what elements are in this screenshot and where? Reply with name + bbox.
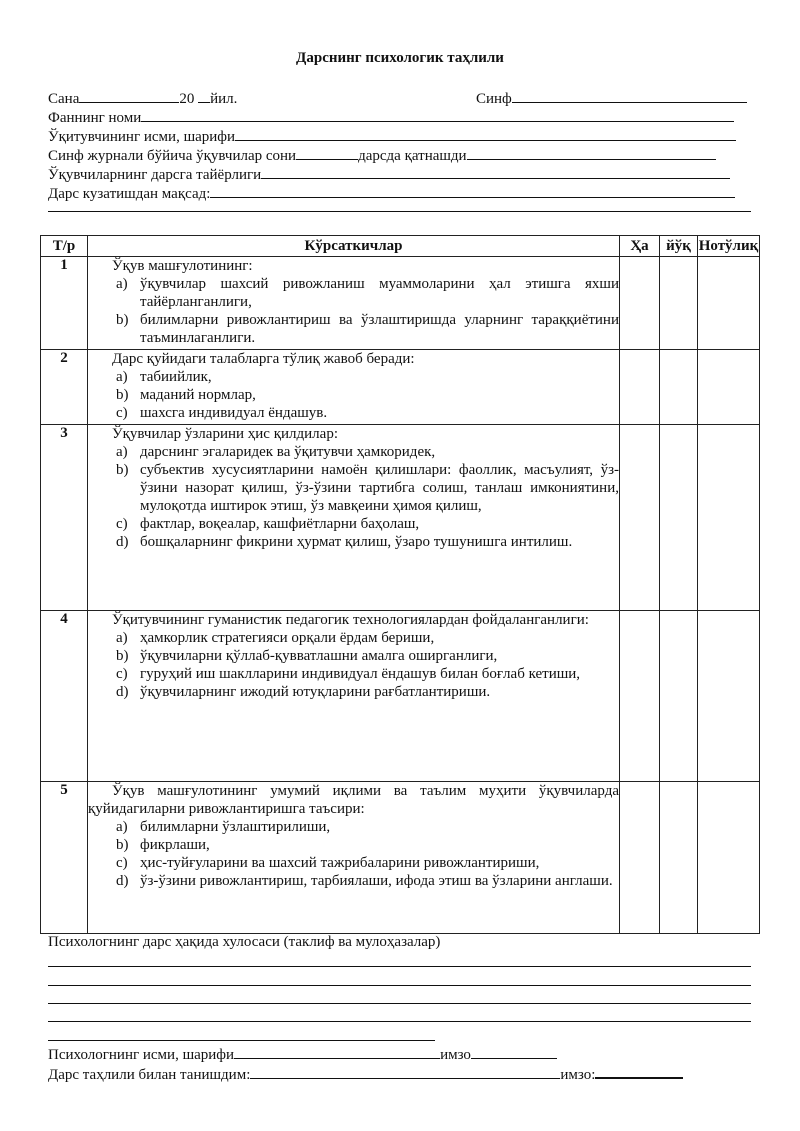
indicator-cell (88, 350, 620, 425)
year-prefix: 20 (179, 91, 195, 107)
check-no-cell[interactable] (660, 257, 698, 350)
item-text: дарснинг эгаларидек ва ўқитувчи ҳамкоридек, (140, 444, 436, 460)
item-marker: d) (116, 684, 129, 700)
header-incomplete: Нотўлиқ (698, 236, 760, 257)
indicator-intro: Ўқувчилар ўзларини ҳис қилдилар: (112, 426, 338, 442)
class-label: Синф (476, 91, 512, 107)
list-item (88, 461, 619, 515)
acknowledged-label: Дарс таҳлили билан танишдим: (48, 1067, 251, 1083)
check-incomplete-cell[interactable] (698, 257, 760, 350)
table-row (41, 350, 760, 425)
check-yes-cell[interactable] (620, 425, 660, 611)
item-text: субъектив хусусиятларини намоён қилишлари: фаоллик, масъулият, ўз-ўзини назорат қилиш, ўз-ўзини тартибга солиш, танлаш имкониятини, мулоқотда иштирок этиш, ўз мавқеини ҳимоя қилиш, (140, 462, 619, 514)
item-marker: a) (116, 369, 128, 385)
check-no-cell[interactable] (660, 425, 698, 611)
subject-line (48, 107, 734, 125)
indicator-cell (88, 611, 620, 782)
purpose-label: Дарс кузатишдан мақсад: (48, 186, 211, 202)
table-header-row (41, 236, 760, 257)
purpose-line (48, 183, 735, 201)
item-text: маданий нормлар, (140, 387, 256, 403)
item-marker: c) (116, 405, 128, 421)
list-item (88, 515, 619, 533)
item-marker: b) (116, 462, 129, 478)
row-number: 1 (41, 257, 88, 350)
item-marker: c) (116, 516, 128, 532)
item-marker: a) (116, 630, 128, 646)
item-text: шахсга индивидуал ёндашув. (140, 405, 328, 421)
item-text: билимларни ўзлаштирилиши, (140, 819, 331, 835)
item-marker: d) (116, 873, 129, 889)
header-number: Т/р (41, 236, 88, 257)
list-item (88, 533, 619, 551)
check-no-cell[interactable] (660, 782, 698, 934)
conclusion-line-1[interactable] (48, 966, 751, 967)
indicator-intro: Ўқув машғулотининг умумий иқлими ва таълим муҳити ўқувчиларда қуйидагиларни ривожлантиришга таъсири: (88, 783, 619, 817)
list-item (88, 872, 619, 890)
check-yes-cell[interactable] (620, 350, 660, 425)
document-title: Дарснинг психологик таҳлили (296, 50, 504, 66)
item-marker: d) (116, 534, 129, 550)
list-item (88, 368, 619, 386)
row-number: 5 (41, 782, 88, 934)
table-row (41, 782, 760, 934)
table-row (41, 611, 760, 782)
check-yes-cell[interactable] (620, 257, 660, 350)
readiness-blank[interactable] (261, 164, 730, 179)
signature-blank-2[interactable] (595, 1063, 683, 1079)
date-line (48, 88, 237, 106)
subject-blank[interactable] (141, 107, 734, 122)
list-item (88, 311, 619, 347)
list-item (88, 683, 619, 701)
students-count-label: Синф журнали бўйича ўқувчилар сони (48, 148, 297, 164)
indicator-intro: Ўқув машғулотининг: (112, 258, 253, 274)
teacher-line (48, 126, 736, 144)
row-number: 3 (41, 425, 88, 611)
acknowledged-line (48, 1063, 683, 1081)
attended-label: дарсда қатнашди (358, 148, 467, 164)
students-line (48, 145, 716, 163)
conclusion-line-3[interactable] (48, 1003, 751, 1004)
item-marker: b) (116, 312, 129, 328)
psych-name-label: Психологнинг исми, шарифи (48, 1047, 235, 1063)
list-item (88, 275, 619, 311)
conclusion-line-2[interactable] (48, 985, 751, 986)
psychologist-line (48, 1044, 557, 1062)
list-item (88, 629, 619, 647)
subject-label: Фаннинг номи (48, 110, 142, 126)
header-yes: Ҳа (620, 236, 660, 257)
year-suffix: йил. (210, 91, 238, 107)
indicator-cell (88, 782, 620, 934)
item-marker: b) (116, 648, 129, 664)
item-marker: c) (116, 666, 128, 682)
list-item (88, 665, 619, 683)
psych-name-blank[interactable] (234, 1044, 440, 1059)
item-text: табиийлик, (140, 369, 212, 385)
header-no: йўқ (660, 236, 698, 257)
check-incomplete-cell[interactable] (698, 782, 760, 934)
list-item (88, 854, 619, 872)
list-item (88, 836, 619, 854)
item-text: фактлар, воқеалар, кашфиётларни баҳолаш, (140, 516, 420, 532)
item-text: гуруҳий иш шаклларини индивидуал ёндашув билан боғлаб кетиши, (140, 666, 581, 682)
indicator-cell (88, 425, 620, 611)
list-item (88, 818, 619, 836)
date-label: Сана (48, 91, 80, 107)
signature-label: имзо (440, 1047, 471, 1063)
check-no-cell[interactable] (660, 350, 698, 425)
check-yes-cell[interactable] (620, 782, 660, 934)
indicator-intro: Ўқитувчининг гуманистик педагогик технологиялардан фойдаланганлиги: (112, 612, 589, 628)
row-number: 2 (41, 350, 88, 425)
check-incomplete-cell[interactable] (698, 350, 760, 425)
list-item (88, 443, 619, 461)
item-marker: a) (116, 276, 128, 292)
attended-blank[interactable] (467, 145, 716, 160)
class-blank[interactable] (512, 88, 747, 103)
item-text: ўқувчиларни қўллаб-қувватлашни амалга оширганлиги, (140, 648, 498, 664)
check-no-cell[interactable] (660, 611, 698, 782)
item-marker: b) (116, 387, 129, 403)
item-text: ҳамкорлик стратегияси орқали ёрдам бериши, (140, 630, 435, 646)
item-text: ўқувчилар шахсий ривожланиш муаммоларини ҳал этишга яхши тайёрланганлиги, (140, 276, 619, 310)
check-incomplete-cell[interactable] (698, 425, 760, 611)
class-line (476, 88, 747, 106)
teacher-label: Ўқитувчининг исми, шарифи (48, 129, 236, 145)
purpose-blank-line-2[interactable] (48, 211, 751, 212)
check-incomplete-cell[interactable] (698, 611, 760, 782)
conclusion-label: Психологнинг дарс ҳақида хулосаси (таклиф ва мулоҳазалар) (48, 934, 441, 950)
indicators-table (40, 235, 760, 934)
item-text: ўқувчиларнинг ижодий ютуқларини рағбатлантириши. (140, 684, 491, 700)
item-text: ҳис-туйғуларини ва шахсий тажрибаларини ривожлантириши, (140, 855, 540, 871)
conclusion-line-4[interactable] (48, 1021, 751, 1022)
item-marker: b) (116, 837, 129, 853)
check-yes-cell[interactable] (620, 611, 660, 782)
item-text: билимларни ривожлантириш ва ўзлаштиришда уларнинг тараққиётини таъминлаганлиги. (140, 312, 619, 346)
item-marker: a) (116, 819, 128, 835)
list-item (88, 647, 619, 665)
students-count-blank[interactable] (296, 145, 358, 160)
year-blank[interactable] (198, 88, 210, 103)
item-text: бошқаларнинг фикрини ҳурмат қилиш, ўзаро тушунишга интилиш. (140, 534, 573, 550)
purpose-blank[interactable] (210, 183, 735, 198)
list-item (88, 386, 619, 404)
list-item (88, 404, 619, 422)
readiness-line (48, 164, 730, 182)
signature-label-2: имзо: (560, 1067, 596, 1083)
indicator-intro: Дарс қуйидаги талабларга тўлиқ жавоб беради: (112, 351, 415, 367)
signature-blank[interactable] (471, 1044, 557, 1059)
readiness-label: Ўқувчиларнинг дарсга тайёрлиги (48, 167, 262, 183)
table-row (41, 425, 760, 611)
indicator-cell (88, 257, 620, 350)
conclusion-line-5[interactable] (48, 1040, 435, 1041)
item-text: фикрлаши, (140, 837, 210, 853)
item-marker: c) (116, 855, 128, 871)
row-number: 4 (41, 611, 88, 782)
table-row (41, 257, 760, 350)
item-marker: a) (116, 444, 128, 460)
item-text: ўз-ўзини ривожлантириш, тарбиялаши, ифода этиш ва ўзларини англаши. (140, 873, 613, 889)
acknowledged-blank[interactable] (250, 1064, 560, 1079)
header-indicators: Кўрсаткичлар (88, 236, 620, 257)
date-blank[interactable] (79, 88, 179, 103)
teacher-blank[interactable] (235, 126, 736, 141)
